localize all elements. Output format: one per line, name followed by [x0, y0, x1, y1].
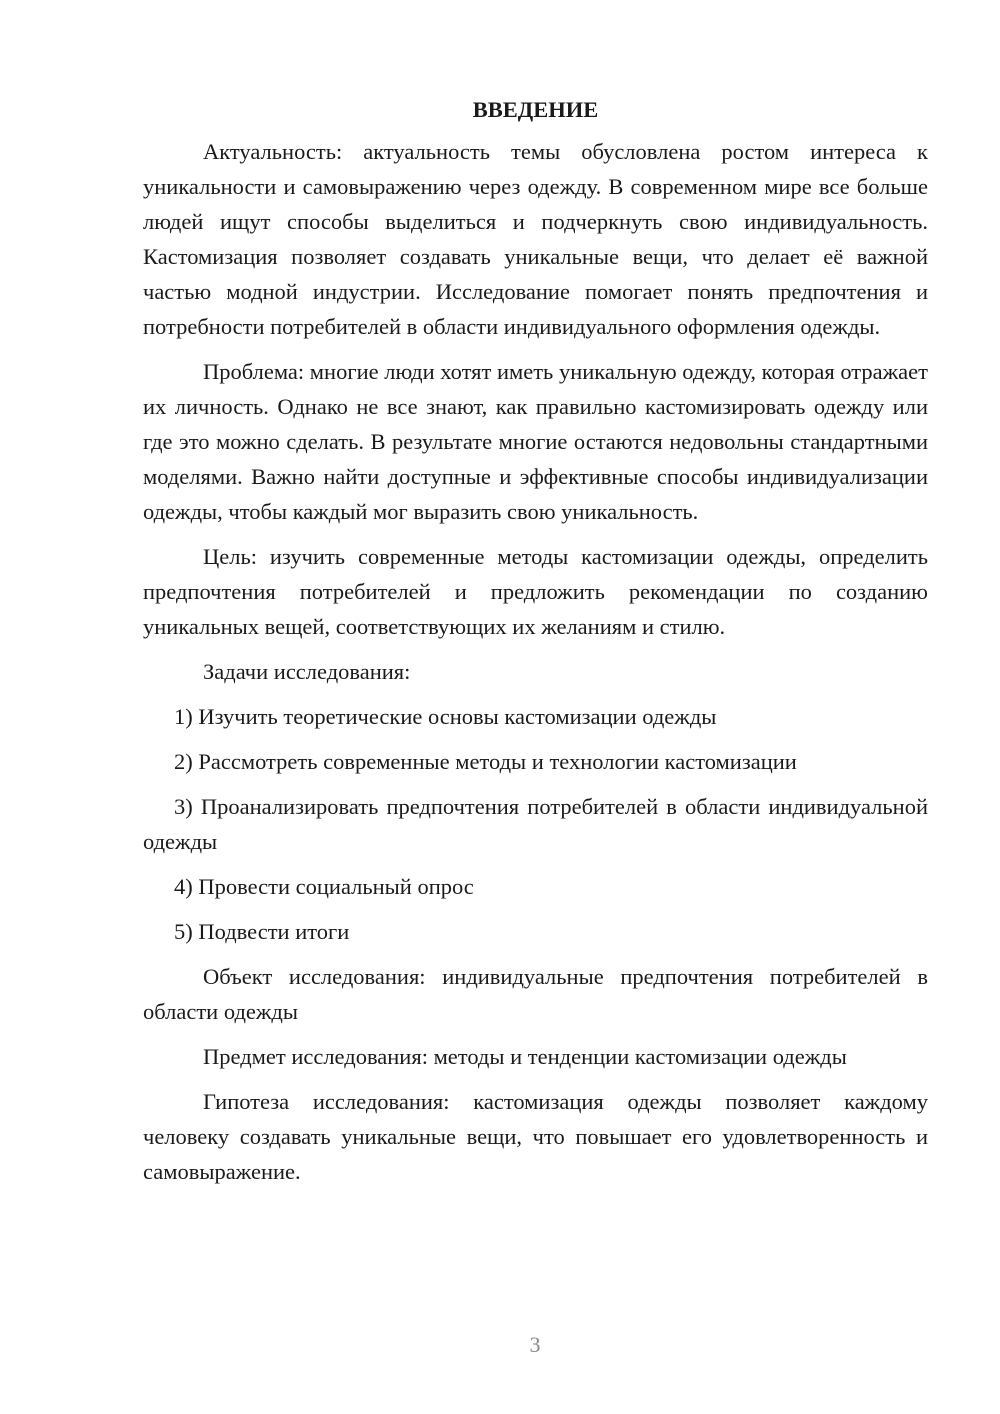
- paragraph-hypothesis: Гипотеза исследования: кастомизация одежды позволяет каждому человеку создавать уникальные вещи, что повышает его удовлетворенность и самовыражение.: [143, 1089, 928, 1184]
- paragraph-goal: Цель: изучить современные методы кастомизации одежды, определить предпочтения потребителей и предложить рекомендации по созданию уникальных вещей, соответствующих их желаниям и стилю.: [143, 544, 928, 639]
- tasks-heading: Задачи исследования:: [203, 659, 411, 684]
- task-item-2: 2) Рассмотреть современные методы и технологии кастомизации: [174, 749, 797, 774]
- paragraph-object: Объект исследования: индивидуальные предпочтения потребителей в области одежды: [143, 964, 928, 1024]
- paragraph-subject: Предмет исследования: методы и тенденции кастомизации одежды: [203, 1044, 847, 1069]
- page-title: ВВЕДЕНИЕ: [472, 97, 599, 122]
- task-item-5: 5) Подвести итоги: [174, 919, 350, 944]
- page-number: 3: [529, 1332, 541, 1357]
- task-item-1: 1) Изучить теоретические основы кастомизации одежды: [174, 704, 717, 729]
- document-page: [143, 92, 928, 1189]
- task-item-4: 4) Провести социальный опрос: [174, 874, 474, 899]
- paragraph-relevance: Актуальность: актуальность темы обусловлена ростом интереса к уникальности и самовыражению через одежду. В современном мире все больше людей ищут способы выделиться и подчеркнуть свою индивидуальность. Кастомизация позволяет создавать уникальные вещи, что делает её важной частью модной индустрии. Исследование помогает понять предпочтения и потребности потребителей в области индивидуального оформления одежды.: [143, 139, 928, 339]
- task-item-3: 3) Проанализировать предпочтения потребителей в области индивидуальной одежды: [143, 794, 928, 854]
- paragraph-problem: Проблема: многие люди хотят иметь уникальную одежду, которая отражает их личность. Однако не все знают, как правильно кастомизировать одежду или где это можно сделать. В результате многие остаются недовольны стандартными моделями. Важно найти доступные и эффективные способы индивидуализации одежды, чтобы каждый мог выразить свою уникальность.: [143, 359, 928, 524]
